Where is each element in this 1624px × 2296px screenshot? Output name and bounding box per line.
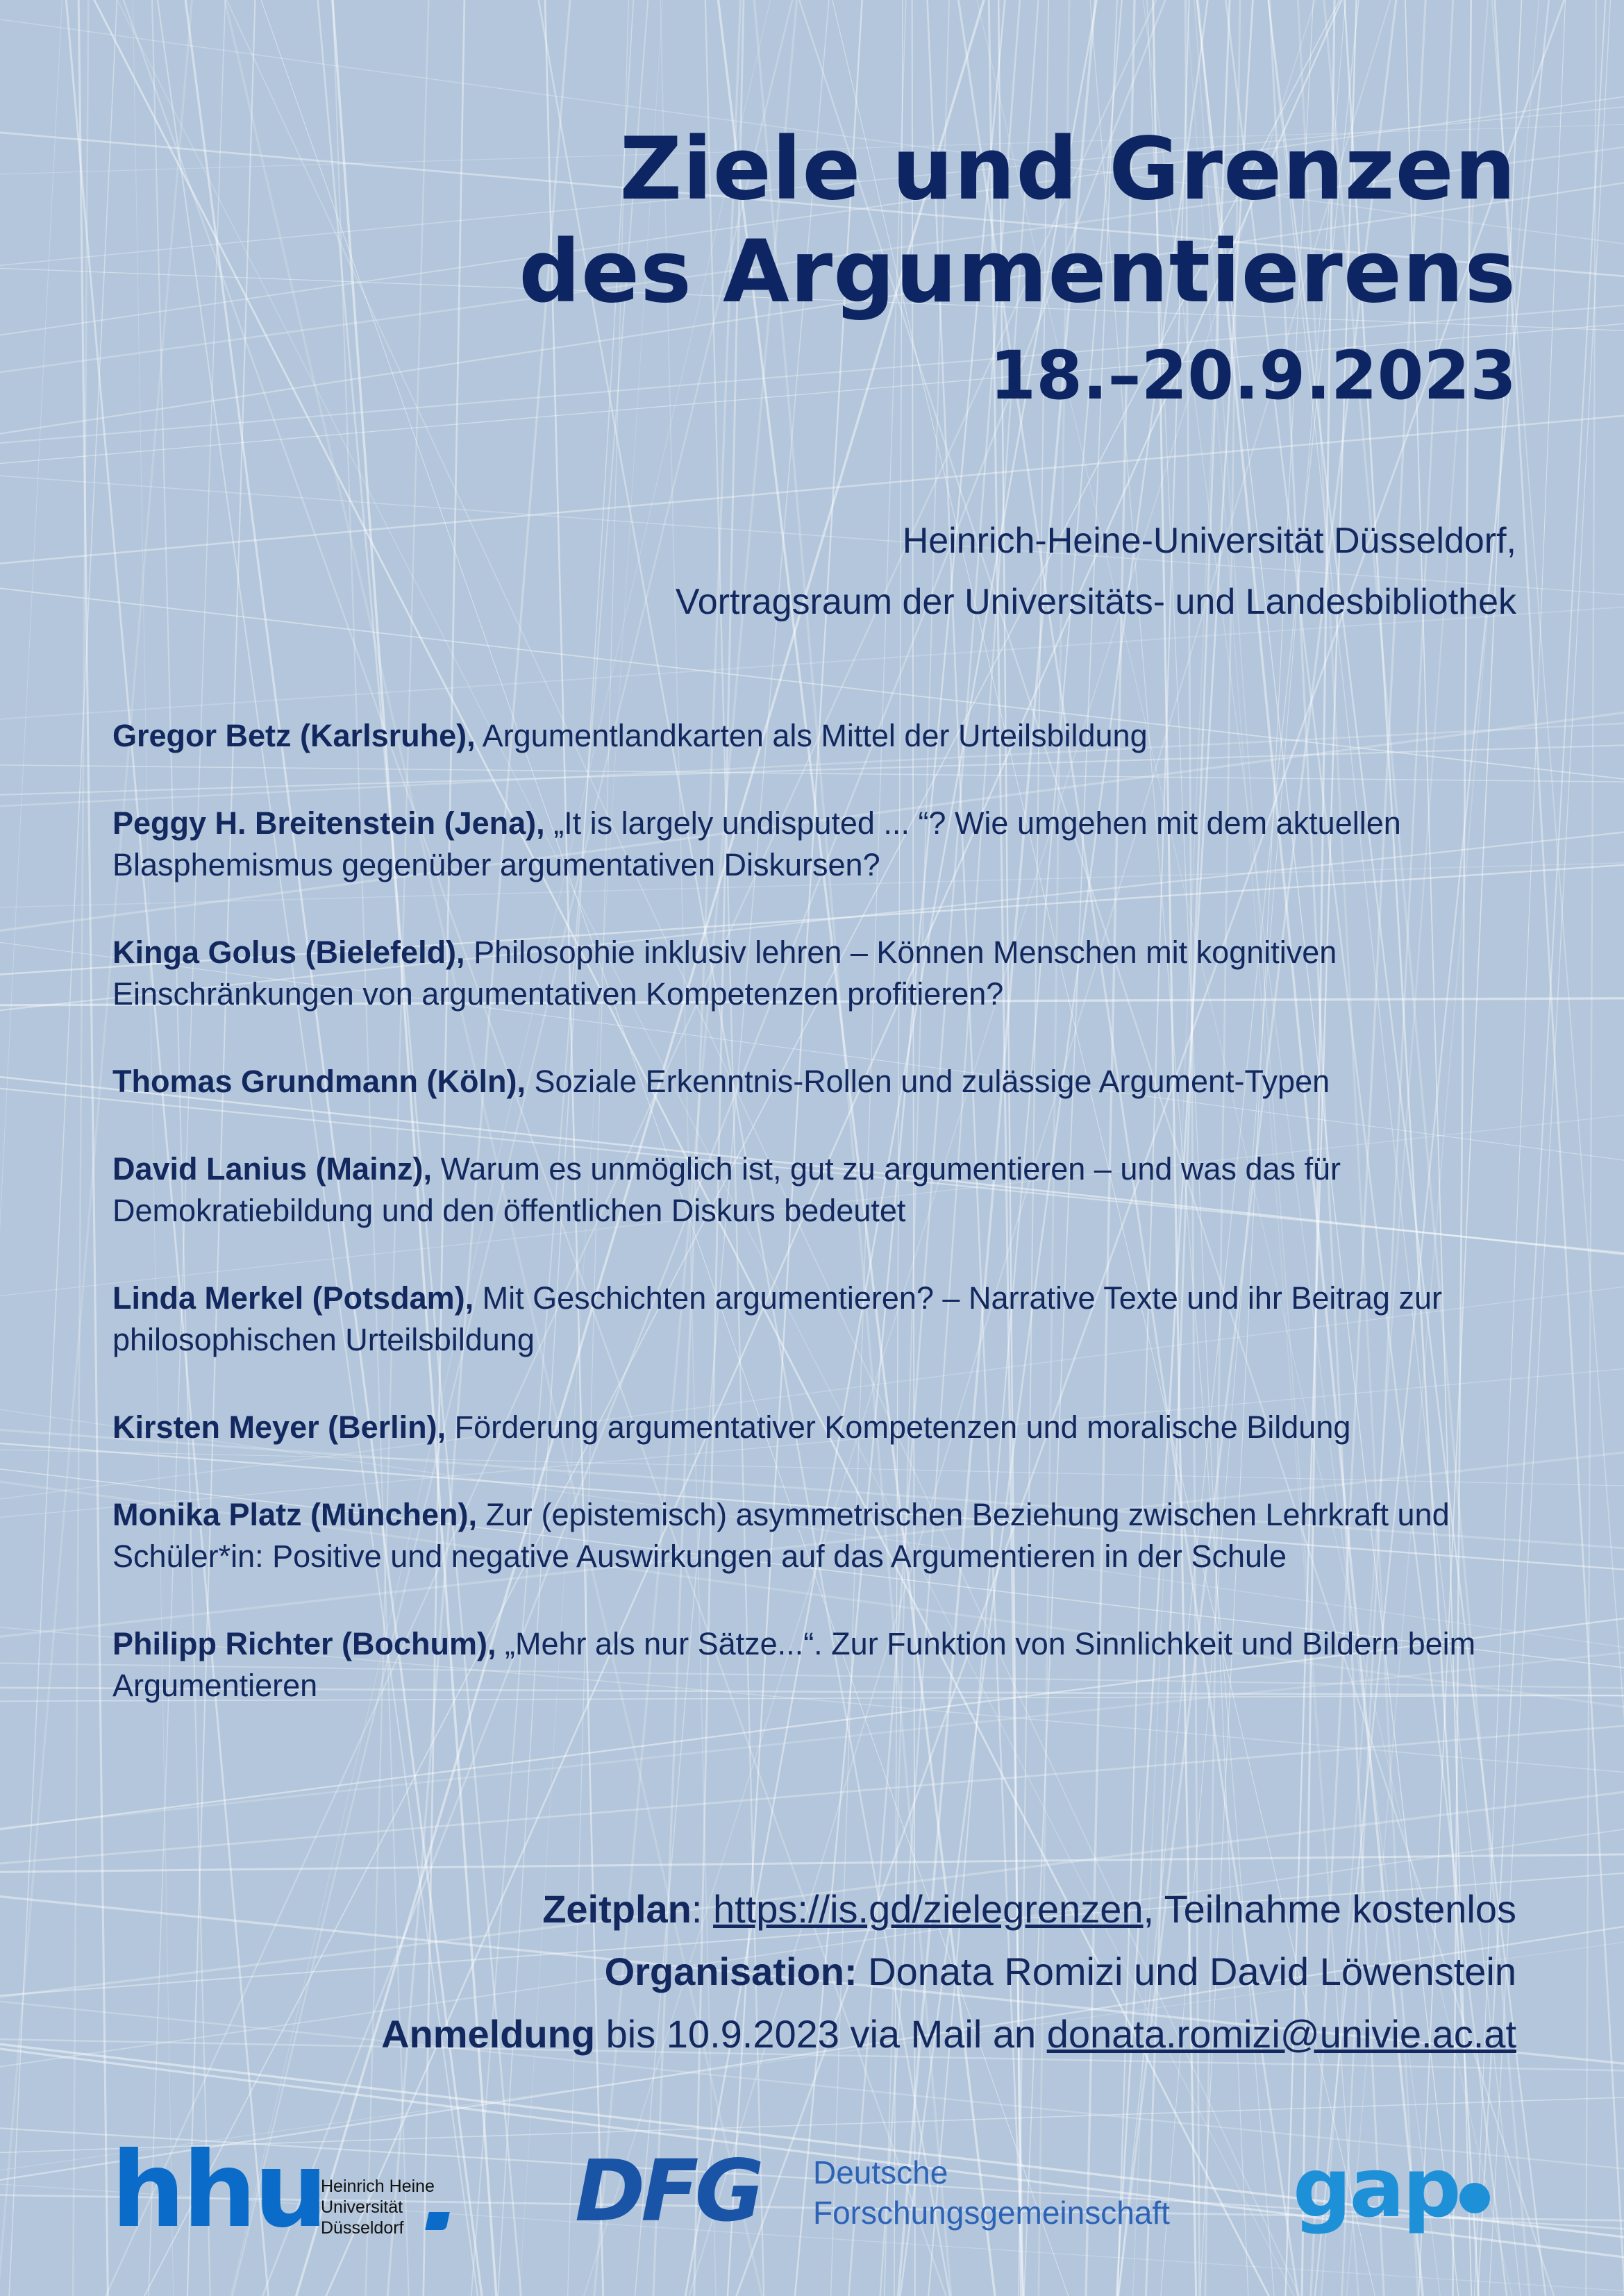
dfg-logo-mark: DFG <box>575 2142 760 2240</box>
hhu-logo-line-2: Universität <box>321 2197 403 2217</box>
talk-title: Zur (epistemisch) asymmetrischen Beziehung zwischen Lehrkraft und Schüler*in: Positive und negative Auswirkungen auf das Argumentieren in der Schule <box>112 1497 1450 1574</box>
poster-header <box>519 118 1516 421</box>
background-line <box>0 0 2 2296</box>
schedule-note: , Teilnahme kostenlos <box>1143 1887 1516 1931</box>
schedule-label: Zeitplan <box>542 1887 692 1931</box>
talk-speaker: Peggy H. Breitenstein (Jena), <box>112 805 545 841</box>
talk-list <box>112 715 1522 1752</box>
background-line <box>72 0 90 2296</box>
organisation-label: Organisation: <box>604 1950 857 1993</box>
talk-title: Philosophie inklusiv lehren – Können Menschen mit kognitiven Einschränkungen von argumentativen Kompetenzen profitieren? <box>112 935 1337 1012</box>
schedule-link[interactable]: https://is.gd/zielegrenzen <box>713 1887 1144 1931</box>
talk-title: Soziale Erkenntnis-Rollen und zulässige Argument-Typen <box>534 1064 1330 1099</box>
dfg-logo-line-2: Forschungsgemeinschaft <box>813 2195 1170 2231</box>
talk-title: Förderung argumentativer Kompetenzen und moralische Bildung <box>454 1409 1351 1445</box>
talk-item <box>112 803 1522 886</box>
title-line-1: Ziele und Grenzen <box>619 119 1516 219</box>
talk-speaker: Kirsten Meyer (Berlin), <box>112 1409 446 1445</box>
sponsor-logos <box>0 2131 1624 2270</box>
talk-speaker: Thomas Grundmann (Köln), <box>112 1064 526 1099</box>
talk-item <box>112 1494 1522 1577</box>
organisation-names: Donata Romizi und David Löwenstein <box>857 1950 1516 1993</box>
hhu-logo-dot-icon <box>425 2212 450 2230</box>
talk-item <box>112 1061 1522 1103</box>
registration-line <box>381 2003 1516 2065</box>
gap-logo-dot-icon <box>1459 2183 1490 2213</box>
background-line <box>3 0 124 2296</box>
background-line <box>1585 0 1596 2296</box>
talk-speaker: Monika Platz (München), <box>112 1497 478 1532</box>
gap-logo-mark: gap <box>1293 2140 1459 2236</box>
talk-title: Mit Geschichten argumentieren? – Narrative Texte und ihr Beitrag zur philosophischen Urteilsbildung <box>112 1280 1442 1357</box>
background-line <box>77 0 110 2296</box>
dfg-logo-text <box>813 2152 1170 2233</box>
hhu-logo-line-3: Düsseldorf <box>321 2218 404 2238</box>
talk-item <box>112 1623 1522 1707</box>
hhu-logo-mark: hhu <box>111 2130 326 2251</box>
venue <box>676 510 1516 632</box>
event-date: 18.–20.9.2023 <box>989 337 1516 414</box>
schedule-line <box>381 1878 1516 1941</box>
talk-item <box>112 1277 1522 1361</box>
talk-title: Argumentlandkarten als Mittel der Urteilsbildung <box>482 718 1148 753</box>
schedule-separator: : <box>691 1887 714 1931</box>
talk-title: „Mehr als nur Sätze...“. Zur Funktion von Sinnlichkeit und Bildern beim Argumentieren <box>112 1626 1476 1703</box>
talk-title: Warum es unmöglich ist, gut zu argumentieren – und was das für Demokratiebildung und den öffentlichen Diskurs bedeutet <box>112 1151 1341 1228</box>
talk-speaker: Linda Merkel (Potsdam), <box>112 1280 474 1316</box>
organisation-line <box>381 1941 1516 2003</box>
venue-line-1: Heinrich-Heine-Universität Düsseldorf, <box>902 521 1516 561</box>
poster-footer <box>381 1878 1516 2065</box>
dfg-logo-line-1: Deutsche <box>813 2154 948 2190</box>
registration-email-link[interactable]: donata.romizi@univie.ac.at <box>1046 2012 1516 2056</box>
talk-speaker: David Lanius (Mainz), <box>112 1151 433 1187</box>
talk-title: „It is largely undisputed ... “? Wie umgehen mit dem aktuellen Blasphemismus gegenüber argumentativen Diskursen? <box>112 805 1401 882</box>
venue-line-2: Vortragsraum der Universitäts- und Landesbibliothek <box>675 582 1516 622</box>
talk-item <box>112 932 1522 1015</box>
hhu-logo-text <box>321 2176 435 2238</box>
registration-text: bis 10.9.2023 via Mail an <box>595 2012 1047 2056</box>
talk-item <box>112 1148 1522 1232</box>
background-line <box>0 0 69 2296</box>
talk-speaker: Philipp Richter (Bochum), <box>112 1626 496 1661</box>
title-line-2: des Argumentierens <box>519 222 1516 322</box>
talk-speaker: Gregor Betz (Karlsruhe), <box>112 718 476 753</box>
talk-item <box>112 1407 1522 1448</box>
hhu-logo-line-1: Heinrich Heine <box>321 2177 435 2196</box>
registration-label: Anmeldung <box>381 2012 596 2056</box>
talk-speaker: Kinga Golus (Bielefeld), <box>112 935 465 970</box>
talk-item <box>112 715 1522 757</box>
